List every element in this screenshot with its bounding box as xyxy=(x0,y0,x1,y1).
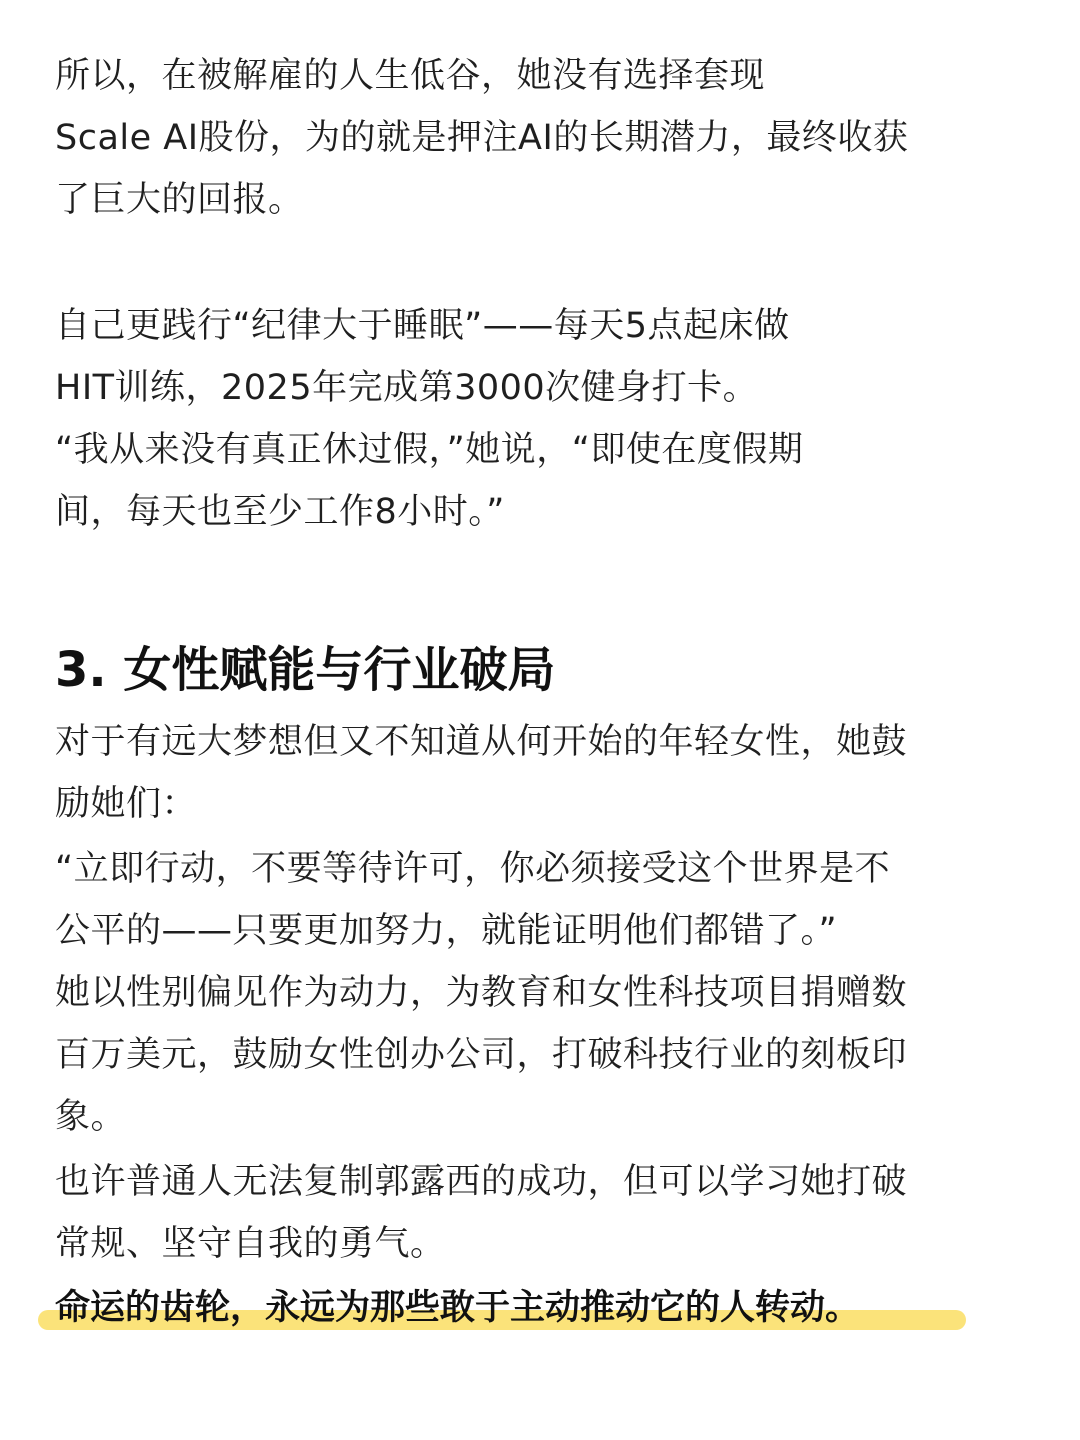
para1-line-1: 对于有远大梦想但又不知道从何开始的年轻女性，她鼓 xyxy=(55,722,908,762)
block1-line-3: 了巨大的回报。 xyxy=(55,180,304,220)
quote-line-1: “立即行动，不要等待许可，你必须接受这个世界是不 xyxy=(55,849,891,889)
block2-line-1: 自己更践行“纪律大于睡眠”——每天5点起床做 xyxy=(55,306,790,346)
para2-line-3: 象。 xyxy=(55,1097,127,1137)
para2-line-2: 百万美元，鼓励女性创办公司，打破科技行业的刻板印 xyxy=(55,1035,908,1075)
block2-line-3: “我从来没有真正休过假，”她说，“即使在度假期 xyxy=(55,430,804,470)
section-heading: 3. 女性赋能与行业破局 xyxy=(55,642,556,698)
block1-line-1: 所以，在被解雇的人生低谷，她没有选择套现 xyxy=(55,56,766,96)
block2-line-2: HIT训练，2025年完成第3000次健身打卡。 xyxy=(55,368,759,408)
para3-line-2: 常规、坚守自我的勇气。 xyxy=(55,1224,446,1264)
block2-line-4: 间，每天也至少工作8小时。” xyxy=(55,492,505,532)
quote-line-2: 公平的——只要更加努力，就能证明他们都错了。” xyxy=(55,911,838,951)
para3-line-1: 也许普通人无法复制郭露西的成功，但可以学习她打破 xyxy=(55,1162,908,1202)
para2-line-1: 她以性别偏见作为动力，为教育和女性科技项目捐赠数 xyxy=(55,973,908,1013)
block1-line-2: Scale AI股份，为的就是押注AI的长期潜力，最终收获 xyxy=(55,118,909,158)
para1-line-2: 励她们： xyxy=(55,784,198,824)
closing-sentence: 命运的齿轮，永远为那些敢于主动推动它的人转动。 xyxy=(55,1288,861,1328)
closing-highlight xyxy=(38,1284,968,1336)
